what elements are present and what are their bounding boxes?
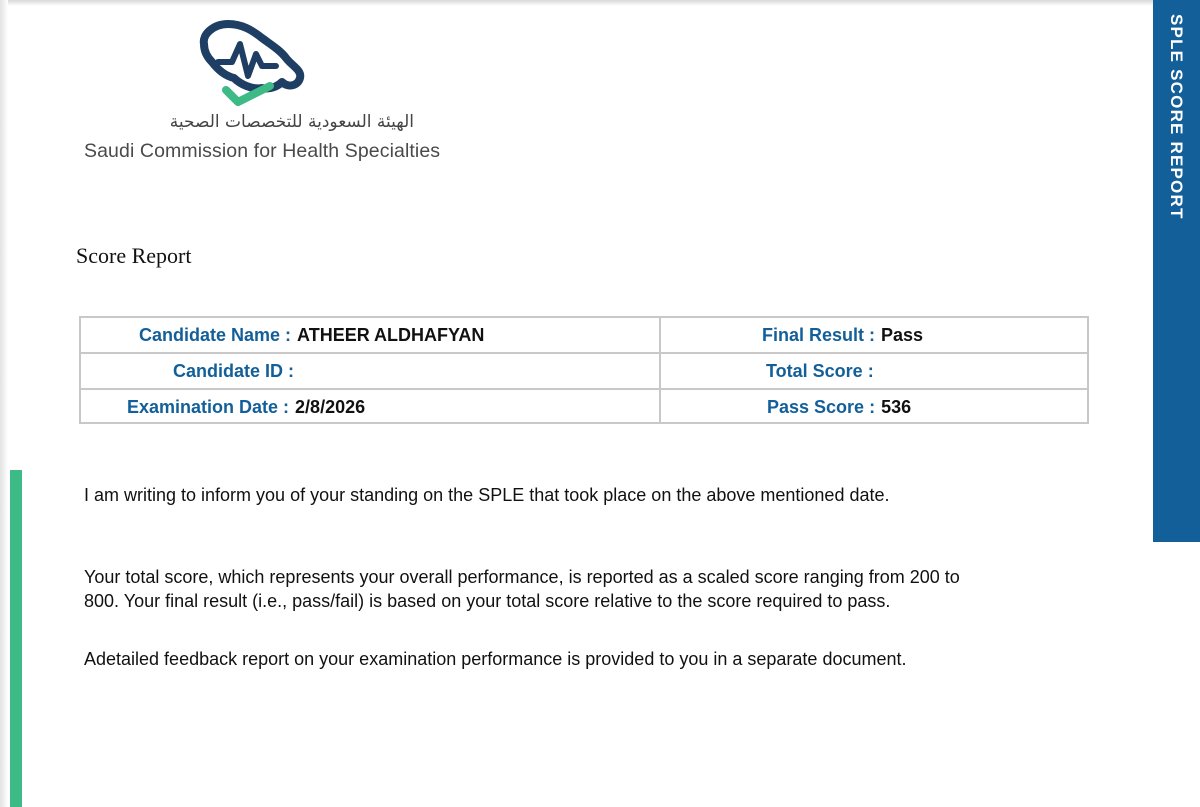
exam-date-label: Examination Date : [127,397,290,417]
pass-score-value: 536 [881,397,912,417]
final-result-label: Final Result : [762,325,876,345]
candidate-name-row [139,318,484,352]
paragraph-standing: I am writing to inform you of your standing on the SPLE that took place on the above mentioned date. [84,485,890,505]
candidate-info-table [79,316,1089,424]
side-banner-title: SPLE SCORE REPORT [1167,14,1186,220]
page-edge-top [0,0,1200,6]
side-banner [1153,0,1200,542]
pass-score-row [767,390,911,424]
total-score-label: Total Score : [766,361,874,381]
candidate-id-label: Candidate ID : [173,361,295,381]
table-divider-vertical [659,318,661,422]
exam-date-row [127,390,365,424]
candidate-name-label: Candidate Name : [139,325,292,345]
page-edge-left [0,0,8,807]
final-result-value: Pass [881,325,924,345]
scfhs-logo-icon [190,14,310,110]
paragraph-score-line2: 800. Your final result (i.e., pass/fail) is based on your total score relative to the score required to pass. [84,591,891,611]
org-name-arabic: الهيئة السعودية للتخصصات الصحية [169,112,414,132]
org-name-english: Saudi Commission for Health Specialties [84,140,441,162]
exam-date-value: 2/8/2026 [295,397,366,417]
paragraph-feedback: Adetailed feedback report on your examination performance is provided to you in a separate document. [84,649,907,669]
candidate-name-value: ATHEER ALDHAFYAN [297,325,485,345]
report-title: Score Report [76,243,192,268]
pass-score-label: Pass Score : [767,397,876,417]
total-score-row [766,354,880,388]
candidate-id-row [173,354,300,388]
final-result-row [762,318,923,352]
paragraph-score-line1: Your total score, which represents your overall performance, is reported as a scaled score ranging from 200 to [84,567,960,587]
left-accent-bar [10,470,22,807]
